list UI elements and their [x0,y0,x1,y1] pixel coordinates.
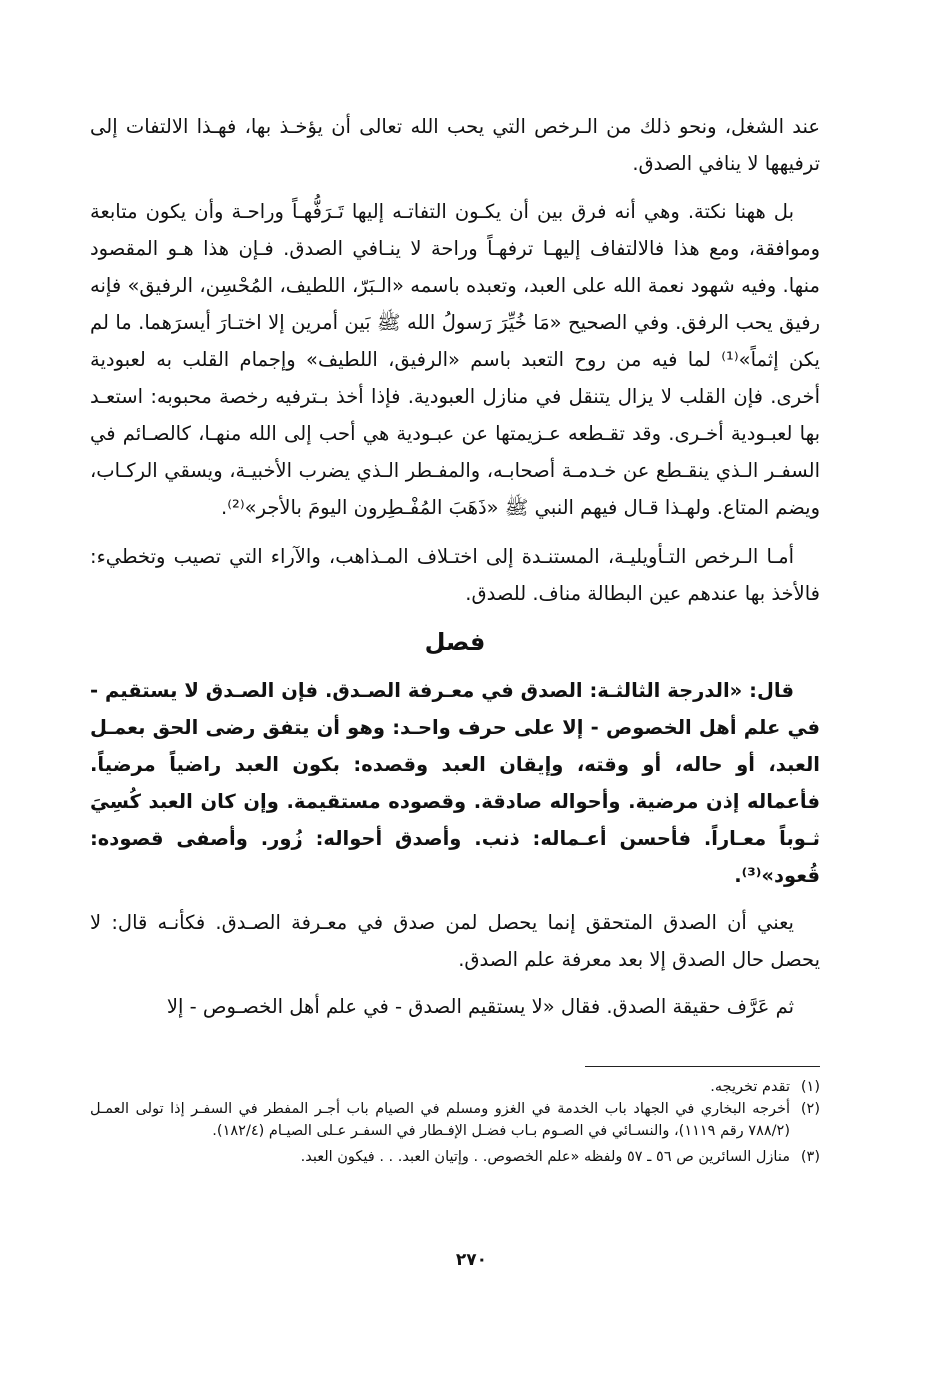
section-heading: فصل [424,628,486,656]
footnote-number: (٣) [800,1149,820,1165]
footnote-number: (٢) [800,1101,820,1117]
paragraph-1: عند الشغل، ونحو ذلك من الـرخص التي يحب الله تعالى أن يؤخـذ بها، فهـذا الالتفات إلى ترفيهها لا ينافي الصدق. [90,115,820,175]
footnotes [90,1076,820,1168]
footnote-text: منازل السائرين ص ٥٦ ـ ٥٧ ولفظه «علم الخصوص. . وإتيان العبد. . . فيكون العبد. [300,1149,790,1165]
paragraph-5: يعني أن الصدق المتحقق إنما يحصل لمن صدق في معـرفة الصـدق. فكأنـه قال: لا يحصل حال الصدق إلا بعد معرفة علم الصدق. [90,911,820,971]
paragraph-3: أمـا الـرخص التـأويليـة، المستنـدة إلى اختـلاف المـذاهب، والآراء التي تصيب وتخطيء: فالأخذ بها عندهم عين البطالة مناف. للصدق. [90,545,820,605]
page-number: ٢٧٠ [455,1250,488,1270]
footnote-number: (١) [800,1079,820,1095]
paragraph-4-quote: قال: «الدرجة الثالثـة: الصدق في معـرفة الصـدق. فإن الصـدق لا يستقيم - في علم أهل الخصوص - إلا على حرف واحـد: وهو أن يتفق رضى الحق بعمـل العبد، أو حاله، أو وقته، وإيقان العبد وقصده: بكون العبد راضياً مرضياً. فأعماله إذن مرضية. وأحواله صادقة. وقصوده مستقيمة. وإن كان العبد كُسِيَ ثـوباً معـاراً. فأحسن أعـماله: ذنب. وأصدق أحواله: زُور. وأصفى قصوده: قُعود»⁽³⁾. [90,679,820,887]
footnote-text: أخرجه البخاري في الجهاد باب الخدمة في الغزو ومسلم في الصيام باب أجـر المفطر في السفـر إذا تولى العمـل (٧٨٨/٢ رقم ١١١٩)، والنسـائي في الصـوم بـاب فضـل الإفـطار في السفـر عـلى الصيـام (١٨٢/٤). [90,1101,790,1139]
footnote-text: تقدم تخريجه. [710,1079,790,1095]
paragraph-6: ثم عَرَّف حقيقة الصدق. فقال «لا يستقيم الصدق - في علم أهل الخصـوص - إلا [166,995,794,1018]
paragraph-2: بل ههنا نكتة. وهي أنه فرق بين أن يكـون التفاتـه إليها تَـرَفُّهـاً وراحـة وأن يكون متابعة وموافقة، ومع هذا فالالتفاف إليهـا ترفهـاً وراحة لا ينـافي الصدق. فـإن هذا هـو المقصود منها. وفيه شهود نعمة الله على العبد، وتعبده باسمه «الـبَرّ، اللطيف، المُحْسِن، الرفيق» فإنه رفيق يحب الرفق. وفي الصحيح «مَا خُيِّرَ رَسولُ الله ﷺ بَين أمرين إلا اختـارَ أيسرَهما. ما لم يكن إثماً»⁽¹⁾ لما فيه من روح التعبد باسم «الرفيق، اللطيف» وإجمام القلب به لعبودية أخرى. فإن القلب لا يزال يتنقل في منازل العبودية. فإذا أخذ بـترفيه رخصة محبوبه: استعـد بها لعبـودية أخـرى. وقد تقـطعه عـزيمتها عن عبـودية هي أحب إلى الله منهـا، كالصـائم في السفـر الـذي ينقـطع عن خـدمـة أصحابـه، والمفـطر الـذي يضرب الأخبيـة، ويسقي الركـاب، ويضم المتاع. ولهـذا قـال فيهم النبي ﷺ «ذَهَبَ المُفْـطِرون اليومَ بالأجر»⁽²⁾. [90,200,820,519]
main-text [90,108,820,1025]
footnote-3 [90,1146,820,1168]
footnote-1 [90,1076,820,1098]
footnote-2 [90,1098,820,1142]
footnote-separator [585,1066,820,1067]
